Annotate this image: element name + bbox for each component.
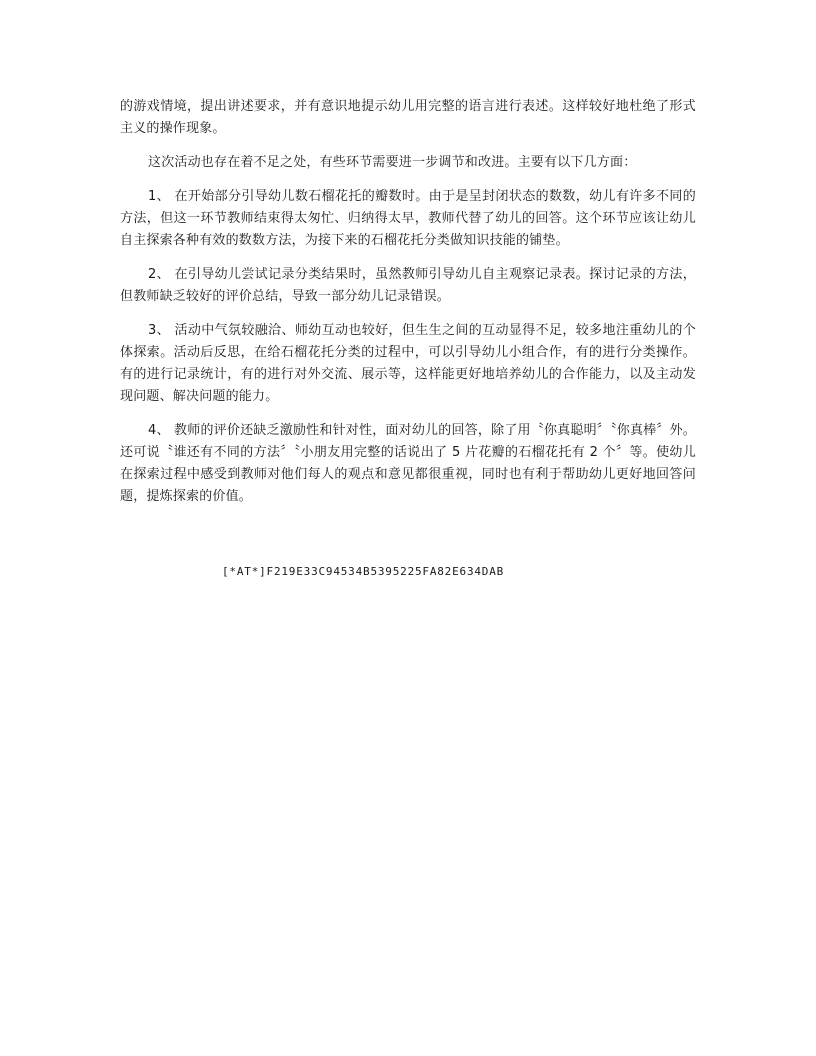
document-body xyxy=(120,96,696,508)
paragraph-point-1: 1、 在开始部分引导幼儿数石榴花托的瓣数时。由于是呈封闭状态的数数，幼儿有许多不同的方法，但这一环节教师结束得太匆忙、归纳得太早，教师代替了幼儿的回答。这个环节应该让幼儿自主探索各种有效的数数方法，为接下来的石榴花托分类做知识技能的铺垫。 xyxy=(120,189,696,248)
document-id-code: [*AT*]F219E33C94534B5395225FA82E634DAB xyxy=(222,565,505,578)
paragraph-intro-shortcomings: 这次活动也存在着不足之处，有些环节需要进一步调节和改进。主要有以下几方面： xyxy=(148,155,637,170)
paragraph-point-2: 2、 在引导幼儿尝试记录分类结果时，虽然教师引导幼儿自主观察记录表。探讨记录的方法，但教师缺乏较好的评价总结，导致一部分幼儿记录错误。 xyxy=(120,267,696,304)
paragraph-point-3: 3、 活动中气氛较融洽、师幼互动也较好，但生生之间的互动显得不足，较多地注重幼儿的个体探索。活动后反思，在给石榴花托分类的过程中，可以引导幼儿小组合作，有的进行分类操作。有的进行记录统计，有的进行对外交流、展示等，这样能更好地培养幼儿的合作能力，以及主动发现问题、解决问题的能力。 xyxy=(120,323,696,404)
paragraph-point-4: 4、 教师的评价还缺乏激励性和针对性，面对幼儿的回答，除了用〝你真聪明〞〝你真棒〞外。还可说〝谁还有不同的方法〞〝小朋友用完整的话说出了 5 片花瓣的石榴花托有 2 个〞等。使幼儿在探索过程中感受到教师对他们每人的观点和意见都很重视，同时也有利于帮助幼儿更好地回答问题，提炼探索的价值。 xyxy=(120,423,696,504)
paragraph-continuation: 的游戏情境，提出讲述要求，并有意识地提示幼儿用完整的语言进行表述。这样较好地杜绝了形式主义的操作现象。 xyxy=(120,99,696,136)
